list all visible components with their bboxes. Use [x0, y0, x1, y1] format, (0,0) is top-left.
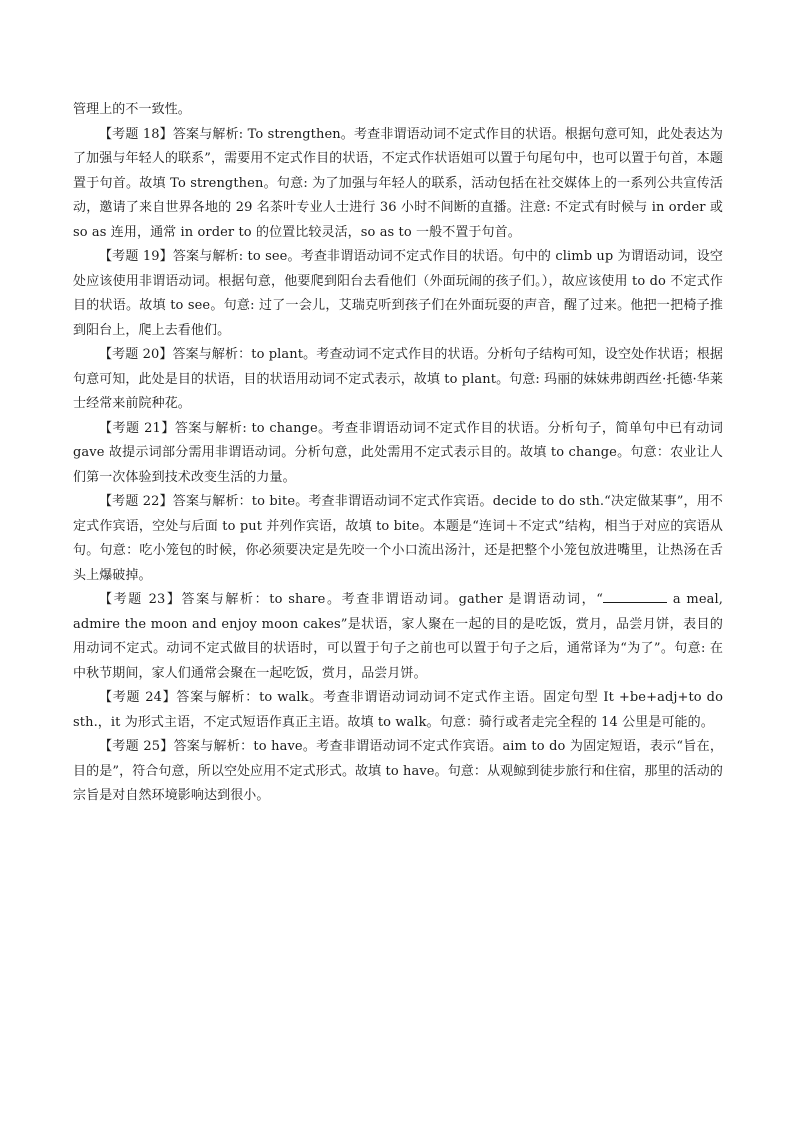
answer-item-20: 【考题 20】答案与解析：to plant。考查动词不定式作目的状语。分析句子结构可知，设空处作状语；根据句意可知，此处是目的状语，目的状语用动词不定式表示，故填 to plant。句意: 玛丽的妹妹弗朗西丝·托德·华莱士经常来前院种花。 — [73, 347, 723, 411]
document-body — [73, 98, 723, 809]
answer-item-18: 【考题 18】答案与解析: To strengthen。考查非谓语动词不定式作目的状语。根据句意可知，此处表达为了加强与年轻人的联系”，需要用不定式作目的状语，不定式作状语姐可以置于句尾句中，也可以置于句首，本题置于句首。故填 To strengthen。句意: 为了加强与年轻人的联系，活动包括在社交媒体上的一系列公共宣传活动，邀请了来自世界各地的 29 名茶叶专业人士进行 36 小时不间断的直播。注意: 不定式有时候与 in order 或 so as 连用，通常 in order to 的位置比较灵活，so as to 一般不置于句首。 — [73, 126, 723, 240]
answer-item-25: 【考题 25】答案与解析：to have。考查非谓语动词不定式作宾语。aim to do 为固定短语，表示“旨在，目的是”，符合句意，所以空处应用不定式形式。故填 to have。句意：从观鲸到徒步旅行和住宿，那里的活动的宗旨是对自然环境影响达到很小。 — [73, 739, 723, 803]
answer-item-23 — [73, 588, 723, 686]
answer-item-19: 【考题 19】答案与解析: to see。考查非谓语动词不定式作目的状语。句中的 climb up 为谓语动词，设空处应该使用非谓语动词。根据句意，他要爬到阳台去看他们（外面玩闹的孩子们。），故应该使用 to do 不定式作目的状语。故填 to see。句意: 过了一会儿，艾瑞克听到孩子们在外面玩耍的声音，醒了过来。他把一把椅子推到阳台上，爬上去看他们。 — [73, 249, 723, 338]
answer-item-22: 【考题 22】答案与解析：to bite。考查非谓语动词不定式作宾语。decide to do sth.“决定做某事”，用不定式作宾语，空处与后面 to put 并列作宾语，故填 to bite。本题是“连词＋不定式”结构，相当于对应的宾语从句。句意：吃小笼包的时候，你必须要决定是先咬一个小口流出汤汁，还是把整个小笼包放进嘴里，让热汤在舌头上爆破掉。 — [73, 494, 723, 583]
answer-item-23-after-blank: a meal, admire the moon and enjoy moon cakes”是状语，家人聚在一起的目的是吃饭，赏月，品尝月饼，表目的用动词不定式。动词不定式做目的状语时，可以置于句子之前也可以置于句子之后，通常译为“为了”。句意: 在中秋节期间，家人们通常会聚在一起吃饭，赏月，品尝月饼。 — [73, 592, 723, 681]
answer-item-24: 【考题 24】答案与解析：to walk。考查非谓语动词动词不定式作主语。固定句型 It +be+adj+to do sth.，it 为形式主语，不定式短语作真正主语。故填 to walk。句意：骑行或者走完全程的 14 公里是可能的。 — [73, 690, 723, 730]
answer-item-21: 【考题 21】答案与解析: to change。考查非谓语动词不定式作目的状语。分析句子，简单句中已有动词 gave 故提示词部分需用非谓语动词。分析句意，此处需用不定式表示目的。故填 to change。句意：农业让人们第一次体验到技术改变生活的力量。 — [73, 420, 723, 485]
answer-item-23-before-blank: 【考题 23】答案与解析：to share。考查非谓语动词。gather 是谓语动词，“ — [99, 592, 604, 607]
fill-in-blank — [603, 590, 667, 603]
continuation-paragraph: 管理上的不一致性。 — [73, 102, 191, 117]
